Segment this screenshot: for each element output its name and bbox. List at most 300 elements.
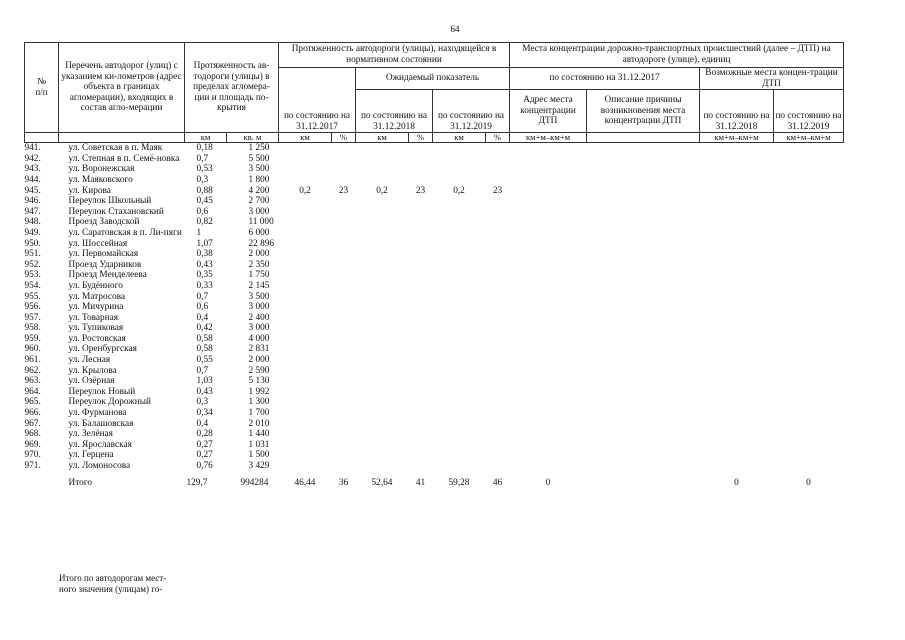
norm-2019-km: [433, 419, 486, 430]
norm-2019-pct: [486, 334, 510, 345]
total-label: Итого: [68, 477, 93, 488]
dtp-address: [510, 281, 587, 292]
road-length-km: 0,6: [196, 206, 209, 217]
norm-2018-km: [356, 440, 409, 451]
header-dtp-address: Адрес места концентрации ДТП: [510, 90, 587, 133]
dtp-2019: [774, 376, 844, 387]
norm-2017-km: [279, 207, 332, 218]
road-length-km: 0,28: [196, 429, 213, 440]
dtp-reason: [587, 186, 700, 197]
road-length-km: 0,88: [196, 185, 213, 196]
row-number: 965.: [24, 397, 41, 408]
row-number: 952.: [24, 259, 41, 270]
norm-2018-pct: [409, 355, 433, 366]
road-length-km: 0,34: [196, 408, 213, 419]
norm-2017-pct: [332, 217, 356, 228]
dtp-2019: [774, 281, 844, 292]
total-2019-km: 59,28: [448, 477, 470, 488]
dtp-2018: [700, 461, 774, 472]
dtp-reason: [587, 334, 700, 345]
road-length-km: 0,4: [196, 418, 209, 429]
norm-2017-pct: [332, 376, 356, 387]
road-length-km: 0,7: [196, 291, 209, 302]
dtp-reason: [587, 408, 700, 419]
dtp-2018: [700, 450, 774, 461]
dtp-address: [510, 164, 587, 175]
unit-kvm: кв. м: [227, 133, 279, 143]
norm-2019-pct: [486, 260, 510, 271]
dtp-address: [510, 387, 587, 398]
norm-2019-pct: [486, 196, 510, 207]
norm-2019-km: [433, 450, 486, 461]
table-row: [25, 302, 844, 313]
norm-2017-pct: [332, 154, 356, 165]
norm-2018-km: [356, 355, 409, 366]
road-area-kvm: 1 250: [248, 143, 270, 154]
table-row: [25, 196, 844, 207]
norm-2017-pct: [332, 461, 356, 472]
norm-2019-km: [433, 334, 486, 345]
dtp-2019: [774, 461, 844, 472]
table-row: [25, 228, 844, 239]
norm-2017-pct: [332, 450, 356, 461]
road-name: ул. Саратовская в п. Ли-пяги: [68, 227, 182, 238]
dtp-2018: [700, 228, 774, 239]
row-number: 957.: [24, 312, 41, 323]
road-name: ул. Зелёная: [68, 429, 113, 440]
road-name: ул. Степная в п. Семё-новка: [68, 153, 180, 164]
total-note: Итого по автодорогам мест-ного значения (улицам) го-: [59, 573, 167, 594]
norm-2019-pct: [486, 440, 510, 451]
norm-2019-pct: [486, 429, 510, 440]
dtp-2018: [700, 344, 774, 355]
norm-2017-pct: [332, 196, 356, 207]
table-row: [25, 207, 844, 218]
norm-2018-km: [356, 292, 409, 303]
dtp-reason: [587, 355, 700, 366]
table-row: [25, 429, 844, 440]
norm-2019-pct: [486, 217, 510, 228]
unit-km-range: км+м–км+м: [510, 133, 587, 143]
road-name: Переулок Стахановский: [68, 206, 164, 217]
dtp-reason: [587, 270, 700, 281]
norm-2018-km: [356, 239, 409, 250]
norm-2019-km: [433, 366, 486, 377]
dtp-2018: [700, 217, 774, 228]
header-dtp-status-2017: по состоянию на 31.12.2017: [510, 68, 700, 90]
dtp-2019: [774, 175, 844, 186]
row-number: 942.: [24, 153, 41, 164]
norm-2018-pct: [409, 408, 433, 419]
norm-2018-km: [356, 281, 409, 292]
table-row: [25, 186, 844, 197]
road-name: ул. Будённого: [68, 280, 123, 291]
road-length-km: 0,55: [196, 355, 213, 366]
row-number: 947.: [24, 206, 41, 217]
road-length-km: 0,18: [196, 143, 213, 154]
dtp-2018: [700, 323, 774, 334]
row-number: 967.: [24, 418, 41, 429]
norm-2017-pct: [332, 270, 356, 281]
dtp-address: [510, 461, 587, 472]
norm-2017-km: [279, 387, 332, 398]
table-row: [25, 440, 844, 451]
norm-2018-km: [356, 429, 409, 440]
table-row: [25, 239, 844, 250]
dtp-address: [510, 450, 587, 461]
norm-2018-km: [356, 450, 409, 461]
norm-2018-km: [356, 387, 409, 398]
road-name: ул. Оренбургская: [68, 344, 137, 355]
table-row: [25, 281, 844, 292]
row-number: 968.: [24, 429, 41, 440]
road-name: ул. Ростовская: [68, 333, 126, 344]
norm-2017-pct: [332, 429, 356, 440]
dtp-reason: [587, 323, 700, 334]
row-number: 945.: [24, 185, 41, 196]
table-row: [25, 366, 844, 377]
road-name: ул. Лесная: [68, 355, 111, 366]
road-area-kvm: 2 831: [248, 344, 270, 355]
norm-2019-pct: [486, 249, 510, 260]
dtp-address: [510, 207, 587, 218]
total-2018-km: 52,64: [371, 477, 393, 488]
header-dtp-2019: по состоянию на 31.12.2019: [774, 90, 844, 133]
road-area-kvm: 2 700: [248, 196, 270, 207]
dtp-address: [510, 344, 587, 355]
dtp-2018: [700, 355, 774, 366]
norm-2017-km: [279, 334, 332, 345]
dtp-2018: [700, 154, 774, 165]
header-dtp-2018: по состоянию на 31.12.2018: [700, 90, 774, 133]
dtp-address: [510, 239, 587, 250]
norm-2017-km: [279, 239, 332, 250]
norm-2019-pct: [486, 313, 510, 324]
norm-2017-pct: [332, 143, 356, 154]
unit-km-range: км+м–км+м: [774, 133, 844, 143]
norm-2018-pct: [409, 175, 433, 186]
road-area-kvm: 5 500: [248, 153, 270, 164]
header-normative-group: Протяженность автодороги (улицы), находящейся в нормативном состоянии: [279, 43, 510, 68]
header-dtp-possible: Возможные места концен-трации ДТП: [700, 68, 844, 90]
dtp-2019: [774, 408, 844, 419]
road-name: ул. Матросова: [68, 291, 126, 302]
norm-2019-pct: [486, 302, 510, 313]
dtp-2018: [700, 334, 774, 345]
dtp-reason: [587, 164, 700, 175]
norm-2019-pct: [486, 408, 510, 419]
table-row: [25, 408, 844, 419]
norm-2018-pct: [409, 196, 433, 207]
road-length-km: 0,58: [196, 333, 213, 344]
norm-2019-pct: [486, 228, 510, 239]
norm-2018-km: [356, 366, 409, 377]
dtp-2019: [774, 164, 844, 175]
norm-2019-km: [433, 154, 486, 165]
norm-2019-pct: [486, 154, 510, 165]
norm-2017-pct: [332, 323, 356, 334]
dtp-2019: [774, 249, 844, 260]
road-length-km: 0,42: [196, 323, 213, 334]
road-name: ул. Первомайская: [68, 249, 139, 260]
dtp-reason: [587, 313, 700, 324]
dtp-address: [510, 302, 587, 313]
road-length-km: 1: [196, 227, 202, 238]
norm-2017-pct: [332, 302, 356, 313]
norm-2018-pct: [409, 154, 433, 165]
dtp-address: [510, 260, 587, 271]
dtp-address: [510, 355, 587, 366]
dtp-2019: [774, 429, 844, 440]
norm-2018-km: [356, 164, 409, 175]
norm-2019-km: [433, 429, 486, 440]
dtp-address: [510, 175, 587, 186]
dtp-2018: [700, 186, 774, 197]
norm-2019-pct: [486, 376, 510, 387]
norm-2018-km: [356, 344, 409, 355]
dtp-2019: [774, 228, 844, 239]
road-length-km: 0,7: [196, 365, 209, 376]
norm-2017-km: [279, 429, 332, 440]
dtp-2018: [700, 408, 774, 419]
norm-2019-pct: [486, 355, 510, 366]
road-area-kvm: 22 896: [248, 238, 275, 249]
norm-2017-km: [279, 344, 332, 355]
dtp-2018: [700, 175, 774, 186]
road-length-km: 0,58: [196, 344, 213, 355]
dtp-2019: [774, 387, 844, 398]
norm-2018-km: [356, 376, 409, 387]
norm-2017-km: [279, 355, 332, 366]
table-row: [25, 164, 844, 175]
unit-blank: [25, 133, 59, 143]
row-number: 963.: [24, 376, 41, 387]
norm-2018-km: [356, 196, 409, 207]
norm-2018-km: [356, 419, 409, 430]
norm-2019-km: [433, 143, 486, 154]
road-name: Переулок Дорожный: [68, 397, 151, 408]
norm-2019-km: [433, 260, 486, 271]
row-number: 946.: [24, 196, 41, 207]
norm-2018-km: [356, 334, 409, 345]
road-name: ул. Ярославская: [68, 439, 132, 450]
dtp-reason: [587, 397, 700, 408]
dtp-2018: [700, 313, 774, 324]
row-number: 955.: [24, 291, 41, 302]
road-name: ул. Маяковского: [68, 174, 133, 185]
dtp-address: [510, 440, 587, 451]
road-area-kvm: 2 000: [248, 249, 270, 260]
norm-2019-pct: [486, 164, 510, 175]
road-name: ул. Товарная: [68, 312, 119, 323]
dtp-2019: [774, 313, 844, 324]
unit-km: км: [185, 133, 227, 143]
norm-2019-pct: [486, 366, 510, 377]
norm-2017-pct: [332, 292, 356, 303]
dtp-reason: [587, 217, 700, 228]
norm-2018-pct: [409, 397, 433, 408]
norm-2017-km: [279, 397, 332, 408]
dtp-address: [510, 323, 587, 334]
dtp-2019: [774, 186, 844, 197]
norm-2018-km: [356, 260, 409, 271]
dtp-reason: [587, 154, 700, 165]
dtp-2019: [774, 207, 844, 218]
norm-2018-pct: [409, 313, 433, 324]
total-2017-pct: 36: [338, 477, 349, 488]
dtp-2018: [700, 164, 774, 175]
road-name: Переулок Школьный: [68, 196, 152, 207]
road-area-kvm: 3 500: [248, 291, 270, 302]
total-dtp-2019: 0: [806, 477, 811, 488]
road-area-kvm: 2 400: [248, 312, 270, 323]
road-name: ул. Кирова: [68, 185, 111, 196]
row-number: 950.: [24, 238, 41, 249]
road-length-km: 0,3: [196, 174, 209, 185]
norm-2017-km: [279, 450, 332, 461]
dtp-reason: [587, 387, 700, 398]
dtp-address: [510, 196, 587, 207]
road-area-kvm: 4 000: [248, 333, 270, 344]
norm-2018-km: [356, 249, 409, 260]
row-number: 961.: [24, 355, 41, 366]
dtp-reason: [587, 175, 700, 186]
norm-2019-pct: [486, 419, 510, 430]
dtp-reason: [587, 419, 700, 430]
unit-blank: [587, 133, 700, 143]
road-name: Проезд Ударников: [68, 259, 142, 270]
road-length-km: 0,33: [196, 280, 213, 291]
norm-2019-km: [433, 217, 486, 228]
dtp-address: [510, 334, 587, 345]
header-status-2018: по состоянию на 31.12.2018: [356, 90, 433, 133]
road-length-km: 0,3: [196, 397, 209, 408]
norm-2019-km: [433, 196, 486, 207]
norm-2017-pct: [332, 344, 356, 355]
norm-2018-pct: [409, 249, 433, 260]
road-name: ул. Крылова: [68, 365, 117, 376]
norm-2018-pct: [409, 260, 433, 271]
dtp-address: [510, 292, 587, 303]
dtp-2018: [700, 429, 774, 440]
dtp-2019: [774, 323, 844, 334]
road-name: ул. Герцена: [68, 450, 114, 461]
norm-2018-pct: [409, 143, 433, 154]
norm-2019-pct: [486, 397, 510, 408]
norm-2017-km: [279, 228, 332, 239]
row-number: 970.: [24, 450, 41, 461]
table-row: [25, 270, 844, 281]
norm-2017-pct: [332, 440, 356, 451]
table-row: [25, 387, 844, 398]
norm-2017-pct: [332, 334, 356, 345]
road-area-kvm: 1 992: [248, 386, 270, 397]
norm-2019-km: [433, 387, 486, 398]
row-number: 969.: [24, 439, 41, 450]
norm-2017-km: [279, 313, 332, 324]
road-length-km: 1,07: [196, 238, 213, 249]
norm-2018-pct: [409, 281, 433, 292]
unit-pct: %: [332, 133, 356, 143]
dtp-address: [510, 186, 587, 197]
table-row: [25, 355, 844, 366]
norm-2019-pct: [486, 143, 510, 154]
norm-2018-km: [356, 408, 409, 419]
norm-2018-pct: [409, 366, 433, 377]
road-name: Проезд Заводской: [68, 217, 140, 228]
road-area-kvm: 2 350: [248, 259, 270, 270]
unit-blank: [59, 133, 185, 143]
road-area-kvm: 1 031: [248, 439, 270, 450]
norm-2019-km: [433, 249, 486, 260]
row-number: 943.: [24, 164, 41, 175]
norm-2017-pct: [332, 355, 356, 366]
table-row: [25, 260, 844, 271]
road-length-km: 0,38: [196, 249, 213, 260]
road-length-km: 0,35: [196, 270, 213, 281]
dtp-2019: [774, 440, 844, 451]
road-name: ул. Советская в п. Маяк: [68, 143, 163, 154]
header-dtp-group: Места концентрации дорожно-транспортных происшествий (далее – ДТП) на автодороге (улице), единиц: [510, 43, 844, 68]
table-row: [25, 323, 844, 334]
road-area-kvm: 4 200: [248, 185, 270, 196]
dtp-2019: [774, 239, 844, 250]
total-dtp-address: 0: [545, 477, 551, 488]
norm-2018-pct: [409, 239, 433, 250]
norm-2019-pct: [486, 239, 510, 250]
dtp-2019: [774, 450, 844, 461]
unit-km: км: [279, 133, 332, 143]
norm-2019-km: [433, 313, 486, 324]
norm-2019-pct: [486, 450, 510, 461]
road-area-kvm: 1 700: [248, 408, 270, 419]
road-length-km: 0,27: [196, 450, 213, 461]
norm-2019-pct: [486, 323, 510, 334]
table-row: [25, 397, 844, 408]
norm-2019-km: 0,2: [453, 185, 465, 196]
dtp-address: [510, 313, 587, 324]
norm-2019-km: [433, 344, 486, 355]
norm-2019-km: [433, 397, 486, 408]
unit-km: км: [433, 133, 486, 143]
road-length-km: 1,03: [196, 376, 213, 387]
dtp-2019: [774, 302, 844, 313]
road-area-kvm: 2 145: [248, 280, 270, 291]
road-area-kvm: 3 000: [248, 206, 270, 217]
dtp-reason: [587, 292, 700, 303]
norm-2017-km: [279, 302, 332, 313]
norm-2018-pct: [409, 334, 433, 345]
norm-2018-pct: [409, 302, 433, 313]
roads-table: [24, 42, 844, 488]
dtp-2019: [774, 260, 844, 271]
total-kvm: 994284: [240, 477, 269, 488]
norm-2019-km: [433, 164, 486, 175]
dtp-address: [510, 217, 587, 228]
road-name: ул. Озёрная: [68, 376, 115, 387]
norm-2019-km: [433, 376, 486, 387]
row-number: 966.: [24, 408, 41, 419]
road-area-kvm: 1 750: [248, 270, 270, 281]
norm-2018-pct: [409, 450, 433, 461]
road-length-km: 0,45: [196, 196, 213, 207]
norm-2017-km: [279, 154, 332, 165]
norm-2018-km: [356, 302, 409, 313]
norm-2018-pct: [409, 429, 433, 440]
dtp-2018: [700, 397, 774, 408]
norm-2017-pct: [332, 260, 356, 271]
table-row: [25, 450, 844, 461]
